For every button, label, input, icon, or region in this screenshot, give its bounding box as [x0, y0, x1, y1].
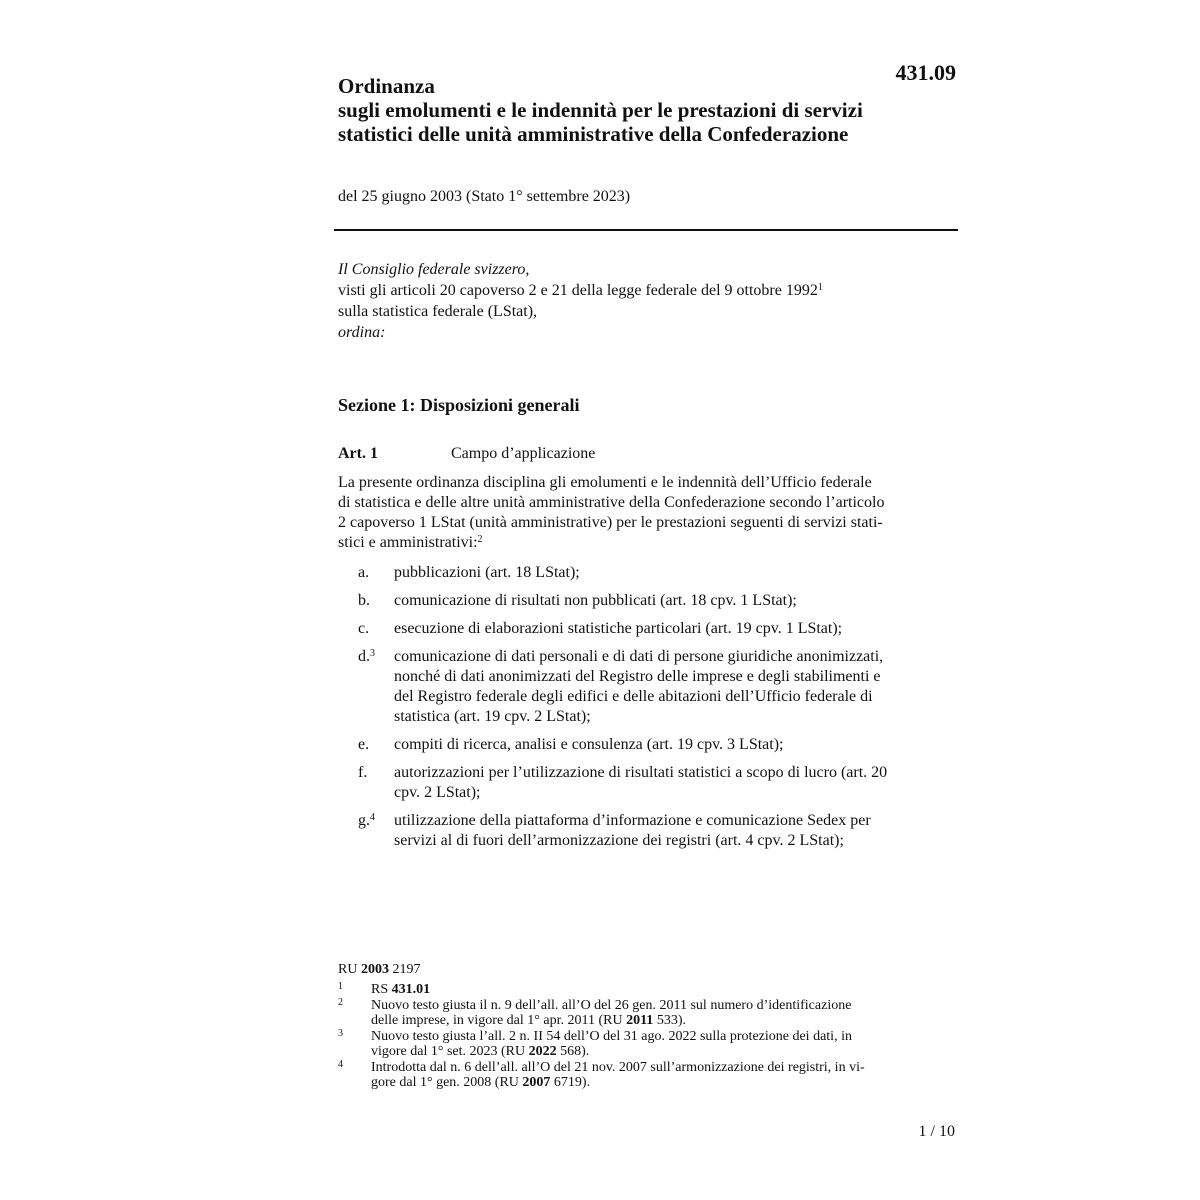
article-body — [338, 473, 954, 553]
title-line-1: Ordinanza — [338, 74, 435, 98]
footnote — [338, 1060, 948, 1091]
article-number: Art. 1 — [338, 445, 378, 462]
ru-year: 2003 — [360, 962, 389, 977]
list-item — [338, 619, 954, 639]
footnote-segment: 2022 — [528, 1044, 557, 1059]
list-item-text — [394, 735, 954, 755]
list-item-line: utilizzazione della piattaforma d’informazione e comunicazione Sedex per — [394, 812, 871, 829]
ru-page: 2197 — [388, 962, 421, 977]
list-item-marker — [358, 763, 367, 783]
list-item-line: compiti di ricerca, analisi e consulenza (art. 19 cpv. 3 LStat); — [394, 736, 784, 753]
footnote-number: 4 — [338, 1058, 343, 1070]
preamble-authority: Il Consiglio federale svizzero, — [338, 261, 530, 278]
list-item-letter: b. — [358, 592, 370, 609]
footnote-number: 1 — [338, 981, 343, 992]
list-item — [338, 735, 954, 755]
list-item — [338, 591, 954, 611]
footnote-ref-1[interactable]: 1 — [817, 282, 823, 293]
page-number: 1 / 10 — [918, 1123, 955, 1140]
footnote-segment: 2011 — [626, 1013, 654, 1028]
footnote-segment: vigore dal 1° set. 2023 (RU — [371, 1044, 529, 1059]
footnote-text — [371, 998, 948, 1029]
footnote-ref-2[interactable]: 2 — [477, 534, 483, 545]
list-item-line: nonché di dati anonimizzati del Registro delle imprese e degli stabilimenti e — [394, 668, 881, 685]
footnote-segment: 568). — [556, 1044, 590, 1059]
date-status-line: del 25 giugno 2003 (Stato 1° settembre 2023) — [338, 188, 631, 205]
footnotes — [338, 982, 948, 1091]
document-number: 431.09 — [895, 60, 956, 85]
preamble-visti-line-1 — [338, 280, 958, 301]
footnote-number: 3 — [338, 1027, 343, 1039]
list-item — [338, 647, 954, 727]
preamble — [338, 259, 958, 343]
preamble-ordina: ordina: — [338, 324, 386, 341]
list-item-line: comunicazione di dati personali e di dati di persone giuridiche anonimizzati, — [394, 648, 884, 665]
footnote-segment: delle imprese, in vigore dal 1° apr. 2011 (RU — [371, 1013, 627, 1028]
article-body-line-last — [338, 533, 954, 553]
footnote-ref[interactable]: 3 — [370, 648, 375, 659]
footnote-segment: Introdotta dal n. 6 dell’all. all’O del 21 nov. 2007 sull’armonizzazione dei registri, in vi- — [371, 1059, 865, 1075]
list-item-line: esecuzione di elaborazioni statistiche particolari (art. 19 cpv. 1 LStat); — [394, 620, 843, 637]
list-item-marker — [358, 619, 369, 639]
section-title: Sezione 1: Disposizioni generali — [338, 395, 580, 415]
list-item-text — [394, 619, 954, 639]
article-heading — [338, 445, 595, 463]
preamble-visti-text: visti gli articoli 20 capoverso 2 e 21 della legge federale del 9 ottobre 1992 — [338, 282, 818, 299]
list-item-marker — [358, 647, 375, 667]
article-body-line: di statistica e delle altre unità amministrative della Confederazione secondo l’articolo — [338, 494, 885, 511]
footnote-number: 2 — [338, 996, 343, 1008]
title-line-3: statistici delle unità amministrative della Confederazione — [338, 122, 849, 146]
list-item-letter: a. — [358, 564, 370, 581]
list-item-line: cpv. 2 LStat); — [394, 784, 481, 801]
preamble-visti-line-2: sulla statistica federale (LStat), — [338, 303, 538, 320]
footnote-segment: 2007 — [522, 1075, 551, 1090]
list-item-marker — [358, 811, 375, 831]
list-item-line: statistica (art. 19 cpv. 2 LStat); — [394, 708, 591, 725]
list-item-letter: c. — [358, 620, 370, 637]
footnote — [338, 1029, 948, 1060]
footnote-segment: 533). — [653, 1013, 686, 1028]
list-item-marker — [358, 591, 370, 611]
list-item — [338, 811, 954, 851]
list-item-letter: e. — [358, 736, 370, 753]
list-item-line: servizi al di fuori dell’armonizzazione dei registri (art. 4 cpv. 2 LStat); — [394, 832, 844, 849]
footnote-segment: gore dal 1° gen. 2008 (RU — [371, 1075, 523, 1090]
footnote — [338, 982, 948, 998]
list-item-letter: g. — [358, 812, 370, 829]
list-item-text — [394, 563, 954, 583]
ru-reference — [338, 962, 420, 978]
article-body-line: La presente ordinanza disciplina gli emolumenti e le indennità dell’Ufficio federale — [338, 474, 872, 491]
list-item-text — [394, 591, 954, 611]
footnote-segment: Nuovo testo giusta l’all. 2 n. II 54 dell’O del 31 ago. 2022 sulla protezione dei dati, in — [371, 1028, 852, 1044]
footnote — [338, 998, 948, 1029]
list-item-text — [394, 763, 954, 803]
article-title: Campo d’applicazione — [451, 445, 596, 462]
list-item-line: comunicazione di risultati non pubblicati (art. 18 cpv. 1 LStat); — [394, 592, 797, 609]
article-body-line: 2 capoverso 1 LStat (unità amministrative) per le prestazioni seguenti di servizi stati- — [338, 514, 883, 531]
article-item-list — [338, 563, 954, 859]
list-item-marker — [358, 563, 369, 583]
article-body-text: stici e amministrativi: — [338, 534, 478, 551]
footnote-segment: RS — [371, 982, 392, 997]
list-item-line: pubblicazioni (art. 18 LStat); — [394, 564, 580, 581]
list-item-line: del Registro federale degli edifici e delle abitazioni dell’Ufficio federale di — [394, 688, 873, 705]
list-item-text — [394, 647, 954, 727]
footnote-ref[interactable]: 4 — [370, 812, 375, 823]
footnote-segment: 431.01 — [391, 982, 431, 997]
footnote-text — [371, 982, 948, 998]
footnote-text — [371, 1029, 948, 1060]
list-item-text — [394, 811, 954, 851]
header-divider — [334, 229, 958, 231]
list-item-letter: d. — [358, 648, 370, 665]
document-title — [338, 74, 958, 146]
list-item-letter: f. — [358, 764, 368, 781]
title-line-2: sugli emolumenti e le indennità per le prestazioni di servizi — [338, 98, 863, 122]
footnote-segment: 6719). — [550, 1075, 591, 1090]
footnote-segment: Nuovo testo giusta il n. 9 dell’all. all’O del 26 gen. 2011 sul numero d’identificazione — [371, 997, 852, 1013]
list-item-line: autorizzazioni per l’utilizzazione di risultati statistici a scopo di lucro (art. 20 — [394, 764, 888, 781]
footnote-text — [371, 1060, 948, 1091]
list-item — [338, 763, 954, 803]
list-item — [338, 563, 954, 583]
ru-prefix: RU — [338, 962, 361, 977]
list-item-marker — [358, 735, 369, 755]
